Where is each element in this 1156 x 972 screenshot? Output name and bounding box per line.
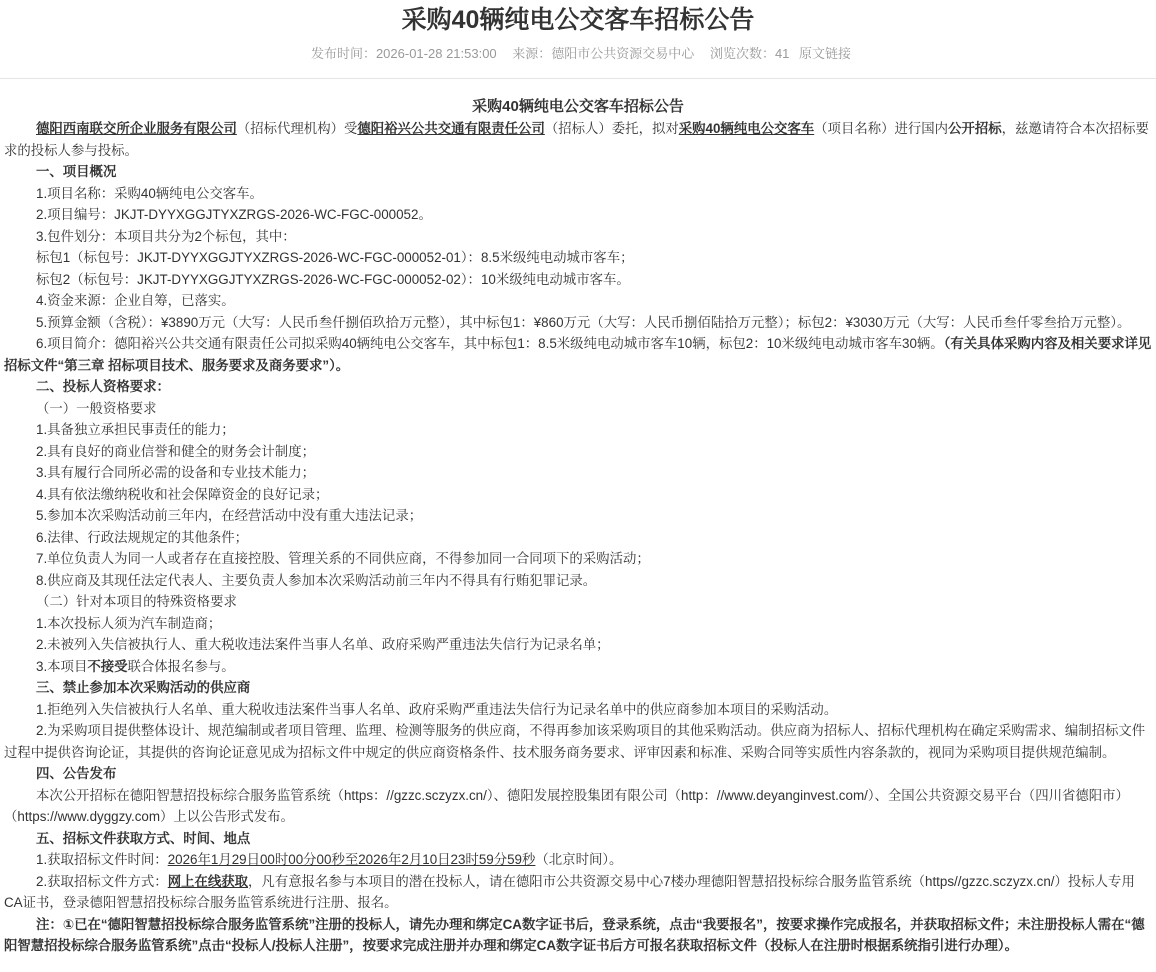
text-segment: 4.资金来源：企业自筹，已落实。 [36,293,235,308]
bold-text: 四、公告发布 [36,766,117,781]
text-segment: （北京时间）。 [535,852,623,867]
text-segment: 1.项目名称：采购40辆纯电公交客车。 [36,185,263,201]
paragraph [4,505,1152,527]
paragraph [4,548,1152,570]
text-segment: （招标人）委托，拟对 [544,121,679,136]
text-segment: 6.项目简介：德阳裕兴公共交通有限责任公司拟采购40辆纯电公交客车，其中标包1：8.5米级纯电动城市客车10辆，标包2：10米级纯电动城市客车30辆。 [36,336,944,351]
text-segment: 5.参加本次采购活动前三年内，在经营活动中没有重大违法记录； [36,508,423,523]
text-segment: 联合体报名参与。 [127,658,235,674]
paragraph [4,441,1152,463]
text-segment: 4.具有依法缴纳税收和社会保障资金的良好记录； [36,486,329,502]
paragraph [4,914,1152,957]
paragraph [4,376,1152,398]
article-meta [0,44,1156,64]
document-title: 采购40辆纯电公交客车招标公告 [472,98,684,115]
source: 来源：德阳市公共资源交易中心 [512,46,695,61]
text-segment: 标包2（标包号：JKJT-DYYXGGJTYXZRGS-2026-WC-FGC-000052-02）：10米级纯电动城市客车。 [36,271,630,287]
bold-text: 不接受 [87,658,128,674]
bold-text: 三、禁止参加本次采购活动的供应商 [36,680,251,695]
underlined-text: 德阳裕兴公共交通有限责任公司 [357,121,545,136]
paragraph [4,312,1152,334]
paragraph [4,226,1152,248]
paragraph [4,634,1152,656]
paragraph [4,183,1152,205]
divider [0,78,1156,79]
bold-text: 注：①已在“德阳智慧招投标综合服务监管系统”注册的投标人，请先办理和绑定CA数字证书后，登录系统，点击“我要报名”，按要求操作完成报名，并获取招标文件；未注册投标人需在“德阳智慧招投标综合服务监管系统”点击“投标人/投标人注册”，按要求完成注册并办理和绑定CA数字证书后方可报名获取招标文件（投标人在注册时根据系统指引进行办理）。 [4,916,1145,953]
paragraph [4,419,1152,441]
paragraph [4,677,1152,699]
text-segment: 6.法律、行政法规规定的其他条件； [36,529,249,545]
paragraph [4,656,1152,678]
text-segment: （项目名称）进行国内 [814,121,949,136]
text-segment: 1.拒绝列入失信被执行人名单、重大税收违法案件当事人名单、政府采购严重违法失信行为记录名单中的供应商参加本项目的采购活动。 [36,701,838,717]
paragraph [4,828,1152,850]
bold-text: 公开招标 [948,121,1002,136]
paragraph [4,269,1152,291]
text-segment: 2.具有良好的商业信誉和健全的财务会计制度； [36,443,315,459]
bold-text: （有关具体采购内容及相关要求详见招标文件“第三章 招标项目技术、服务要求及商务要求”）。 [4,336,1152,373]
text-segment: ，凡有意报名参与本项目的潜在投标人，请在德阳市公共资源交易中心7楼办理德阳智慧招投标综合服务监管系统（https//gzzc.sczyzx.cn/）投标人专用CA证书，登录德阳智慧招投标综合服务监管系统进行注册、报名。 [4,873,1135,910]
text-segment: 2.为采购项目提供整体设计、规范编制或者项目管理、监理、检测等服务的供应商，不得再参加该采购项目的其他采购活动。供应商为招标人、招标代理机构在确定采购需求、编制招标文件过程中提供咨询论证，其提供的咨询论证意见成为招标文件中规定的供应商资格条件、技术服务商务要求、评审因素和标准、采购合同等实质性内容条款的，视同为采购项目提供规范编制。 [4,723,1146,760]
paragraph [4,591,1152,613]
paragraph [4,849,1152,871]
paragraphs [4,118,1152,957]
text-segment: 3.具有履行合同所必需的设备和专业技术能力； [36,465,315,480]
paragraph [4,785,1152,828]
text-segment: 1.获取招标文件时间： [36,852,168,867]
paragraph [4,763,1152,785]
paragraph [4,570,1152,592]
text-segment: 3.本项目 [36,658,88,674]
text-segment: 5.预算金额（含税）：¥3890万元（大写：人民币叁仟捌佰玖拾万元整），其中标包1：¥860万元（大写：人民币捌佰陆拾万元整）；标包2：¥3030万元（大写：人民币叁仟零叁拾万元整）。 [36,314,1131,330]
paragraph [4,613,1152,635]
text-segment: ，兹邀请符合本次招标要求的投标人参与投标。 [4,121,1149,158]
paragraph [4,161,1152,183]
paragraph [4,290,1152,312]
paragraph [4,720,1152,763]
paragraph [4,462,1152,484]
paragraph [4,871,1152,914]
paragraph [4,398,1152,420]
text-segment: 8.供应商及其现任法定代表人、主要负责人参加本次采购活动前三年内不得具有行贿犯罪记录。 [36,572,597,588]
bold-text: 二、投标人资格要求： [36,379,170,394]
text-segment: 1.本次投标人须为汽车制造商； [36,615,222,631]
text-segment: （一）一般资格要求 [36,400,157,416]
text-segment: 7.单位负责人为同一人或者存在直接控股、管理关系的不同供应商，不得参加同一合同项下的采购活动； [36,551,650,566]
underlined-text: 采购40辆纯电公交客车 [678,121,815,136]
publish-time: 发布时间：2026-01-28 21:53:00 [310,46,497,61]
text-segment: 3.包件划分：本项目共分为2个标包，其中： [36,228,296,244]
paragraph [4,699,1152,721]
text-segment: 2.未被列入失信被执行人、重大税收违法案件当事人名单、政府采购严重违法失信行为记录名单； [36,637,610,652]
bold-text: 五、招标文件获取方式、时间、地点 [36,830,251,846]
page-title: 采购40辆纯电公交客车招标公告 [401,6,755,34]
text-segment: 1.具备独立承担民事责任的能力； [36,422,235,437]
view-count: 浏览次数：41 [709,46,790,61]
paragraph [4,204,1152,226]
original-link[interactable]: 原文链接 [799,46,852,61]
paragraph [4,527,1152,549]
underlined-text: 网上在线获取 [167,873,249,889]
paragraph [4,484,1152,506]
text-segment: 2.项目编号：JKJT-DYYXGGJTYXZRGS-2026-WC-FGC-000052。 [36,207,432,222]
article-body [0,96,1156,957]
text-segment: 本次公开招标在德阳智慧招投标综合服务监管系统（https：//gzzc.sczyzx.cn/）、德阳发展控股集团有限公司（http：//www.deyanginvest.com/）、全国公共资源交易平台（四川省德阳市）（https://www.dyggzy.com）上以公告形式发布。 [4,787,1129,824]
underlined-text: 德阳西南联交所企业服务有限公司 [36,121,237,136]
paragraph [4,247,1152,269]
text-segment: 2.获取招标文件方式： [36,873,168,889]
paragraph [4,118,1152,161]
text-segment: （二）针对本项目的特殊资格要求 [36,594,237,609]
paragraph [4,333,1152,376]
underlined-text: 2026年1月29日00时00分00秒至2026年2月10日23时59分59秒 [167,852,536,867]
text-segment: （招标代理机构）受 [236,121,358,136]
bold-text: 一、项目概况 [36,164,117,179]
text-segment: 标包1（标包号：JKJT-DYYXGGJTYXZRGS-2026-WC-FGC-000052-01）：8.5米级纯电动城市客车； [36,250,634,265]
